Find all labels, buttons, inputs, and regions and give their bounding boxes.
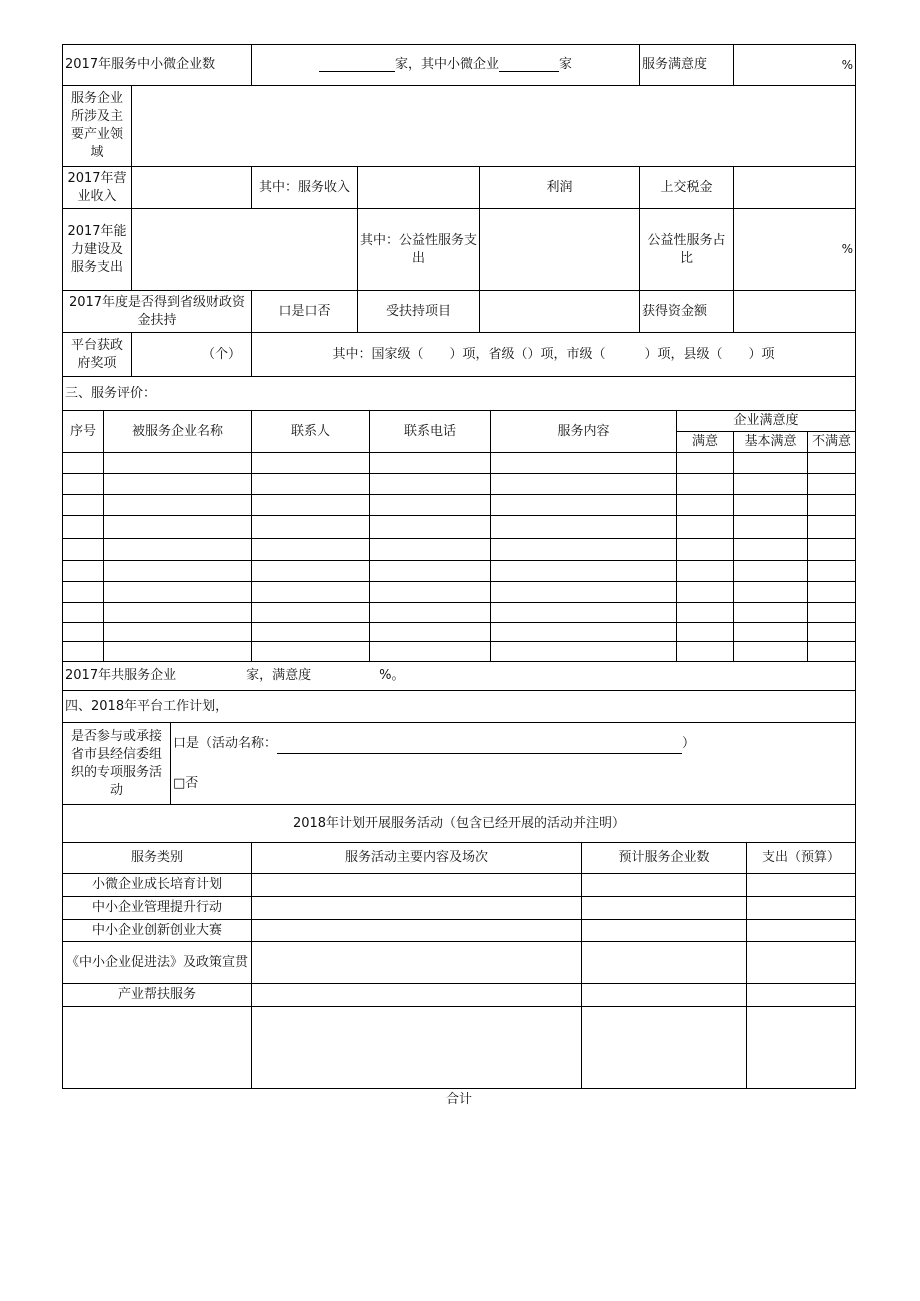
eval-row-2-phone[interactable] [369, 473, 491, 495]
eval-row-3-no[interactable] [62, 494, 104, 516]
eval-row-2-contact[interactable] [251, 473, 370, 495]
eval-row-8-contact[interactable] [251, 602, 370, 623]
service-income-label: 其中：服务收入 [251, 166, 358, 209]
eval-row-9-company[interactable] [103, 622, 252, 642]
eval-row-6-unsatisfied[interactable] [807, 560, 856, 582]
eval-row-2-content[interactable] [490, 473, 677, 495]
government-award-label: 平台获政府奖项 [62, 332, 132, 377]
supported-project-value[interactable] [479, 290, 640, 333]
eval-row-6-contact[interactable] [251, 560, 370, 582]
plan-expected-6[interactable] [581, 1006, 747, 1089]
capability-expense-label: 2017年能力建设及服务支出 [62, 208, 132, 291]
total-label: 合计 [446, 1092, 473, 1107]
eval-row-5-basic[interactable] [733, 538, 808, 561]
eval-row-3-company[interactable] [103, 494, 252, 516]
satisfaction-label: 服务满意度 [639, 44, 734, 86]
tax-label: 上交税金 [639, 166, 734, 209]
summary-unit: 家，满意度 [246, 668, 312, 683]
eval-row-6-basic[interactable] [733, 560, 808, 582]
eval-row-8-no[interactable] [62, 602, 104, 623]
plan-header-expected: 预计服务企业数 [581, 842, 747, 874]
award-breakdown[interactable]: 其中：国家级（ ）项，省级（）项，市级（ ）项，县级（ ）项 [251, 332, 856, 377]
eval-row-1-content[interactable] [490, 452, 677, 474]
eval-row-1-phone[interactable] [369, 452, 491, 474]
eval-row-10-no[interactable] [62, 641, 104, 662]
eval-row-2-unsatisfied[interactable] [807, 473, 856, 495]
work-plan-heading: 四、2018年平台工作计划， [62, 690, 856, 723]
eval-row-7-phone[interactable] [369, 581, 491, 603]
option-yes-close: ） [682, 735, 696, 751]
eval-row-1-basic[interactable] [733, 452, 808, 474]
header-unsatisfied: 不满意 [807, 431, 856, 453]
eval-row-1-no[interactable] [62, 452, 104, 474]
header-content: 服务内容 [490, 410, 677, 453]
eval-row-4-unsatisfied[interactable] [807, 515, 856, 539]
eval-row-9-phone[interactable] [369, 622, 491, 642]
eval-row-2-basic[interactable] [733, 473, 808, 495]
eval-row-5-unsatisfied[interactable] [807, 538, 856, 561]
plan-header-content: 服务活动主要内容及场次 [251, 842, 582, 874]
plan-content-5[interactable] [251, 983, 582, 1007]
header-satisfaction: 企业满意度 [676, 410, 856, 432]
eval-row-8-basic[interactable] [733, 602, 808, 623]
public-ratio-label: 公益性服务占比 [639, 208, 734, 291]
capability-expense-value[interactable] [131, 208, 358, 291]
public-service-value[interactable] [479, 208, 640, 291]
header-company: 被服务企业名称 [103, 410, 252, 453]
plan-content-3[interactable] [251, 919, 582, 942]
plan-content-4[interactable] [251, 941, 582, 984]
header-no: 序号 [62, 410, 104, 453]
eval-row-8-company[interactable] [103, 602, 252, 623]
eval-row-8-satisfied[interactable] [676, 602, 734, 623]
eval-row-10-contact[interactable] [251, 641, 370, 662]
eval-row-1-contact[interactable] [251, 452, 370, 474]
summary-label: 2017年共服务企业 [65, 668, 177, 683]
header-contact: 联系人 [251, 410, 370, 453]
eval-row-6-satisfied[interactable] [676, 560, 734, 582]
plan-category-1: 小微企业成长培育计划 [62, 873, 252, 897]
profit-label: 利润 [479, 166, 640, 209]
eval-row-2-no[interactable] [62, 473, 104, 495]
eval-row-6-company[interactable] [103, 560, 252, 582]
plan-category-2: 中小企业管理提升行动 [62, 896, 252, 920]
revenue-label: 2017年营业收入 [62, 166, 132, 209]
eval-row-1-satisfied[interactable] [676, 452, 734, 474]
enterprise-count-blank[interactable] [319, 58, 395, 72]
plan-category-3: 中小企业创新创业大赛 [62, 919, 252, 942]
plan-expense-5[interactable] [746, 983, 856, 1007]
eval-row-10-content[interactable] [490, 641, 677, 662]
eval-row-5-no[interactable] [62, 538, 104, 561]
enterprise-count-cell[interactable] [251, 44, 640, 86]
eval-row-9-basic[interactable] [733, 622, 808, 642]
plan-content-6[interactable] [251, 1006, 582, 1089]
eval-row-4-contact[interactable] [251, 515, 370, 539]
eval-row-8-unsatisfied[interactable] [807, 602, 856, 623]
plan-title: 2018年计划开展服务活动（包含已经开展的活动并注明） [62, 804, 856, 843]
provincial-funding-yesno[interactable]: 口是口否 [251, 290, 358, 333]
eval-row-7-no[interactable] [62, 581, 104, 603]
eval-row-7-unsatisfied[interactable] [807, 581, 856, 603]
eval-row-2-satisfied[interactable] [676, 473, 734, 495]
eval-row-5-phone[interactable] [369, 538, 491, 561]
government-award-count[interactable]: （个） [131, 332, 252, 377]
plan-expense-4[interactable] [746, 941, 856, 984]
service-evaluation-heading: 三、服务评价： [62, 376, 856, 411]
eval-row-3-unsatisfied[interactable] [807, 494, 856, 516]
header-phone: 联系电话 [369, 410, 491, 453]
eval-row-5-content[interactable] [490, 538, 677, 561]
public-ratio-value[interactable]: % [733, 208, 856, 291]
satisfaction-value[interactable]: % [733, 44, 856, 86]
eval-row-10-unsatisfied[interactable] [807, 641, 856, 662]
summary-row[interactable] [62, 661, 856, 691]
summary-pct: %。 [379, 668, 405, 683]
eval-row-3-content[interactable] [490, 494, 677, 516]
industry-field-value[interactable] [131, 85, 856, 167]
eval-row-7-basic[interactable] [733, 581, 808, 603]
industry-field-label: 服务企业所涉及主要产业领域 [62, 85, 132, 167]
eval-row-8-phone[interactable] [369, 602, 491, 623]
eval-row-7-contact[interactable] [251, 581, 370, 603]
plan-expected-1[interactable] [581, 873, 747, 897]
eval-row-6-phone[interactable] [369, 560, 491, 582]
eval-row-6-content[interactable] [490, 560, 677, 582]
eval-row-3-phone[interactable] [369, 494, 491, 516]
option-no[interactable]: □否 [173, 775, 199, 791]
eval-row-9-no[interactable] [62, 622, 104, 642]
eval-row-9-unsatisfied[interactable] [807, 622, 856, 642]
plan-category-6[interactable] [62, 1006, 252, 1089]
eval-row-3-satisfied[interactable] [676, 494, 734, 516]
funding-amount-label: 获得资金额 [639, 290, 734, 333]
eval-row-7-company[interactable] [103, 581, 252, 603]
plan-expense-2[interactable] [746, 896, 856, 920]
funding-amount-value[interactable] [733, 290, 856, 333]
header-basic-satisfied: 基本满意 [733, 431, 808, 453]
eval-row-10-company[interactable] [103, 641, 252, 662]
eval-row-1-company[interactable] [103, 452, 252, 474]
header-satisfied: 满意 [676, 431, 734, 453]
eval-row-9-content[interactable] [490, 622, 677, 642]
activity-name-blank[interactable] [277, 740, 682, 754]
plan-expected-2[interactable] [581, 896, 747, 920]
revenue-value[interactable] [131, 166, 252, 209]
small-micro-count-blank[interactable] [499, 58, 559, 72]
eval-row-1-unsatisfied[interactable] [807, 452, 856, 474]
plan-expense-6[interactable] [746, 1006, 856, 1089]
option-yes[interactable]: 口是（活动名称： [173, 735, 278, 751]
eval-row-7-satisfied[interactable] [676, 581, 734, 603]
eval-row-4-satisfied[interactable] [676, 515, 734, 539]
plan-content-2[interactable] [251, 896, 582, 920]
plan-content-1[interactable] [251, 873, 582, 897]
plan-expected-3[interactable] [581, 919, 747, 942]
eval-row-4-company[interactable] [103, 515, 252, 539]
provincial-funding-label: 2017年度是否得到省级财政资金扶持 [62, 290, 252, 333]
eval-row-10-satisfied[interactable] [676, 641, 734, 662]
plan-expected-4[interactable] [581, 941, 747, 984]
eval-row-6-no[interactable] [62, 560, 104, 582]
small-micro-label: 家，其中小微企业 [394, 57, 499, 72]
eval-row-3-contact[interactable] [251, 494, 370, 516]
public-service-label: 其中：公益性服务支出 [357, 208, 480, 291]
unit-jia: 家 [559, 57, 573, 72]
eval-row-2-company[interactable] [103, 473, 252, 495]
eval-row-5-contact[interactable] [251, 538, 370, 561]
enterprise-count-label: 2017年服务中小微企业数 [62, 44, 252, 86]
eval-row-7-content[interactable] [490, 581, 677, 603]
plan-header-expense: 支出（预算） [746, 842, 856, 874]
plan-expected-5[interactable] [581, 983, 747, 1007]
eval-row-4-basic[interactable] [733, 515, 808, 539]
eval-row-4-phone[interactable] [369, 515, 491, 539]
eval-row-3-basic[interactable] [733, 494, 808, 516]
eval-row-5-satisfied[interactable] [676, 538, 734, 561]
eval-row-10-phone[interactable] [369, 641, 491, 662]
tax-value[interactable] [733, 166, 856, 209]
eval-row-4-no[interactable] [62, 515, 104, 539]
participation-label: 是否参与或承接省市县经信委组织的专项服务活动 [62, 722, 171, 805]
eval-row-9-satisfied[interactable] [676, 622, 734, 642]
plan-header-category: 服务类别 [62, 842, 252, 874]
participation-options[interactable] [170, 722, 856, 805]
plan-expense-3[interactable] [746, 919, 856, 942]
eval-row-8-content[interactable] [490, 602, 677, 623]
service-income-value[interactable] [357, 166, 480, 209]
eval-row-4-content[interactable] [490, 515, 677, 539]
plan-category-4: 《中小企业促进法》及政策宣贯 [62, 941, 252, 984]
eval-row-5-company[interactable] [103, 538, 252, 561]
eval-row-10-basic[interactable] [733, 641, 808, 662]
plan-category-5: 产业帮扶服务 [62, 983, 252, 1007]
eval-row-9-contact[interactable] [251, 622, 370, 642]
supported-project-label: 受扶持项目 [357, 290, 480, 333]
plan-expense-1[interactable] [746, 873, 856, 897]
